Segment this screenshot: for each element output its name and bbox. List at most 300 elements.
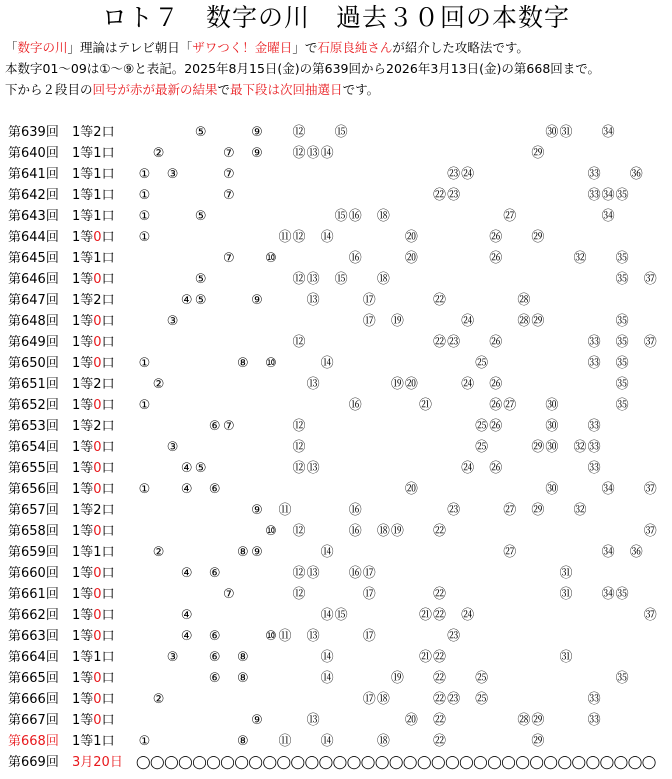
prize-suffix: 口	[101, 209, 115, 224]
prize-prefix: 1等	[72, 125, 94, 140]
drawn-number: ⑨	[251, 503, 262, 518]
first-prize-count	[72, 500, 115, 521]
drawn-number: ㉙	[531, 440, 544, 455]
drawn-number: ㉟	[615, 671, 628, 686]
drawn-number: ⑮	[334, 209, 347, 224]
drawn-number: ⑳	[404, 713, 417, 728]
drawn-number: ㉞	[601, 125, 614, 140]
drawn-number: ㉗	[503, 209, 516, 224]
drawn-number: ㉒	[433, 650, 446, 665]
prize-count: 0	[93, 524, 102, 539]
draw-number-label: 第640回	[8, 146, 59, 161]
intro-text: が紹介した攻略法です。	[392, 40, 529, 55]
drawn-number: ㉖	[489, 335, 502, 350]
prize-prefix: 1等	[72, 419, 94, 434]
drawn-number: ⑪	[278, 629, 291, 644]
drawn-number: ㉚	[545, 482, 558, 497]
drawn-number: ⑬	[306, 272, 319, 287]
draw-row	[0, 458, 672, 479]
drawn-number: ㉒	[433, 734, 446, 749]
draw-number-label: 第665回	[8, 671, 59, 686]
drawn-number: ㉒	[433, 293, 446, 308]
draw-row	[0, 185, 672, 206]
prize-count: 2	[93, 503, 102, 518]
drawn-number: ㉑	[418, 608, 431, 623]
drawn-number: ⑫	[292, 419, 305, 434]
drawn-number: ㉖	[489, 230, 502, 245]
drawn-number: ⑲	[390, 671, 403, 686]
first-prize-count	[72, 164, 115, 185]
drawn-number: ㉜	[573, 251, 586, 266]
prize-suffix: 口	[101, 188, 115, 203]
drawn-number: ⑦	[222, 587, 234, 602]
drawn-number: ⑦	[222, 146, 234, 161]
prize-suffix: 口	[101, 335, 115, 350]
drawn-number: ㉔	[461, 167, 474, 182]
draw-row	[0, 668, 672, 689]
prize-suffix: 口	[101, 461, 115, 476]
drawn-number: ③	[166, 440, 178, 455]
drawn-number: ⑥	[208, 419, 220, 434]
drawn-number: ⑥	[208, 650, 220, 665]
drawn-number: ⑲	[390, 377, 403, 392]
draw-number-label: 第661回	[8, 587, 59, 602]
first-prize-count	[72, 731, 115, 752]
drawn-number: ㉛	[559, 566, 572, 581]
prize-suffix: 口	[101, 713, 115, 728]
drawn-number: ⑫	[292, 461, 305, 476]
draw-row	[0, 626, 672, 647]
drawn-number: ①	[138, 230, 150, 245]
prize-count: 2	[93, 125, 102, 140]
drawn-number: ③	[166, 167, 178, 182]
drawn-number: ㊲	[643, 524, 656, 539]
prize-suffix: 口	[101, 251, 115, 266]
drawn-number: ⑫	[292, 335, 305, 350]
highlight-text: 数字の川	[17, 40, 68, 55]
drawn-number: ⑤	[194, 461, 206, 476]
drawn-number: ㉕	[475, 440, 488, 455]
drawn-number: ⑤	[194, 272, 206, 287]
drawn-number: ㉟	[615, 188, 628, 203]
prize-count: 0	[93, 461, 102, 476]
drawn-number: ②	[152, 377, 164, 392]
drawn-number: ⑳	[404, 482, 417, 497]
prize-suffix: 口	[101, 608, 115, 623]
drawn-number: ②	[152, 146, 164, 161]
prize-prefix: 1等	[72, 188, 94, 203]
drawn-number: ⑪	[278, 230, 291, 245]
draw-number-label: 第646回	[8, 272, 59, 287]
prize-count: 0	[93, 713, 102, 728]
drawn-number: ⑬	[306, 629, 319, 644]
draw-number-label: 第641回	[8, 167, 59, 182]
drawn-number: ⑦	[222, 167, 234, 182]
prize-count: 0	[93, 608, 102, 623]
prize-prefix: 1等	[72, 293, 94, 308]
drawn-number: ⑤	[194, 125, 206, 140]
drawn-number: ⑨	[251, 293, 262, 308]
page-title: ロト７ 数字の川 過去３０回の本数字	[101, 3, 570, 32]
draw-row	[0, 353, 672, 374]
drawn-number: ④	[180, 461, 192, 476]
highlight-text: ザワつく！金曜日	[192, 40, 293, 55]
highlight-text: 石原良純さん	[317, 40, 393, 55]
draw-row	[0, 122, 672, 143]
prize-prefix: 1等	[72, 398, 94, 413]
drawn-number: ⑩	[265, 251, 276, 266]
prize-prefix: 1等	[72, 377, 94, 392]
draw-number-label: 第664回	[8, 650, 59, 665]
drawn-number: ㉒	[433, 188, 446, 203]
highlight-text: 回号が赤が最新の結果	[92, 82, 218, 97]
prize-suffix: 口	[101, 314, 115, 329]
drawn-number: ㉞	[601, 587, 614, 602]
prize-count: 2	[93, 419, 102, 434]
prize-suffix: 口	[101, 230, 115, 245]
next-draw-row	[0, 752, 672, 773]
draw-number-label: 第666回	[8, 692, 59, 707]
drawn-number: ㉗	[503, 398, 516, 413]
draw-number-label: 第668回	[8, 734, 59, 749]
prize-prefix: 1等	[72, 167, 94, 182]
drawn-number: ㉝	[587, 188, 600, 203]
intro-text: 」理論はテレビ朝日「	[67, 40, 193, 55]
drawn-number: ①	[138, 167, 150, 182]
drawn-number: ⑭	[320, 356, 333, 371]
prize-suffix: 口	[101, 524, 115, 539]
prize-suffix: 口	[101, 650, 115, 665]
first-prize-count	[72, 605, 115, 626]
prize-count: 1	[93, 734, 102, 749]
drawn-number: ⑦	[222, 251, 234, 266]
drawn-number: ㉛	[559, 650, 572, 665]
prize-count: 0	[93, 314, 102, 329]
prize-count: 0	[93, 398, 102, 413]
prize-prefix: 1等	[72, 671, 94, 686]
first-prize-count	[72, 563, 115, 584]
draw-row	[0, 731, 672, 752]
intro-text: 本数字01～09は①～⑨と表記。2025年8月15日(金)の第639回から2026年3月13日(金)の第668回まで。	[5, 61, 601, 76]
drawn-number: ㉞	[601, 188, 614, 203]
drawn-number: ⑦	[222, 419, 234, 434]
next-draw-date: 3月20日	[72, 755, 123, 770]
drawn-number: ⑥	[208, 482, 220, 497]
prize-prefix: 1等	[72, 629, 94, 644]
prize-prefix: 1等	[72, 713, 94, 728]
drawn-number: ㉖	[489, 419, 502, 434]
prize-count: 0	[93, 566, 102, 581]
draw-row	[0, 269, 672, 290]
first-prize-count	[72, 311, 115, 332]
prize-prefix: 1等	[72, 503, 94, 518]
drawn-number: ⑳	[404, 377, 417, 392]
intro-text: 「	[5, 40, 18, 55]
drawn-number: ⑩	[265, 524, 276, 539]
drawn-number: ⑱	[376, 692, 389, 707]
prize-suffix: 口	[101, 293, 115, 308]
prize-suffix: 口	[101, 377, 115, 392]
blank-number-circles: ◯◯◯◯◯◯◯◯◯◯◯◯◯◯◯◯◯◯◯◯◯◯◯◯◯◯◯◯◯◯◯◯◯◯◯◯◯	[136, 755, 656, 770]
prize-prefix: 1等	[72, 251, 94, 266]
draw-number-label: 第647回	[8, 293, 59, 308]
prize-suffix: 口	[101, 734, 115, 749]
drawn-number: ④	[180, 293, 192, 308]
drawn-number: ⑩	[265, 356, 276, 371]
drawn-number: ㉒	[433, 335, 446, 350]
prize-suffix: 口	[101, 545, 115, 560]
prize-count: 0	[93, 335, 102, 350]
first-prize-count	[72, 626, 115, 647]
prize-prefix: 1等	[72, 587, 94, 602]
drawn-number: ⑧	[237, 545, 248, 560]
drawn-number: ⑬	[306, 713, 319, 728]
draw-row	[0, 311, 672, 332]
intro-text: 下から２段目の	[5, 82, 93, 97]
drawn-number: ⑰	[362, 629, 375, 644]
drawn-number: ㉝	[587, 167, 600, 182]
prize-count: 1	[93, 209, 102, 224]
drawn-number: ⑧	[237, 671, 248, 686]
draw-row	[0, 647, 672, 668]
drawn-number: ⑤	[194, 293, 206, 308]
drawn-number: ⑯	[348, 524, 361, 539]
drawn-number: ㉞	[601, 545, 614, 560]
draw-row	[0, 227, 672, 248]
drawn-number: ⑱	[376, 272, 389, 287]
drawn-number: ⑰	[362, 314, 375, 329]
drawn-number: ㉔	[461, 377, 474, 392]
drawn-number: ㉚	[545, 419, 558, 434]
drawn-number: ④	[180, 629, 192, 644]
prize-count: 1	[93, 545, 102, 560]
first-prize-count	[72, 227, 115, 248]
prize-suffix: 口	[101, 692, 115, 707]
draw-row	[0, 605, 672, 626]
drawn-number: ①	[138, 209, 150, 224]
prize-prefix: 1等	[72, 482, 94, 497]
prize-prefix: 1等	[72, 209, 94, 224]
drawn-number: ㉚	[545, 398, 558, 413]
drawn-number: ⑧	[237, 650, 248, 665]
drawn-number: ㉝	[587, 461, 600, 476]
first-prize-count	[72, 353, 115, 374]
drawn-number: ⑰	[362, 293, 375, 308]
drawn-number: ⑲	[390, 314, 403, 329]
prize-count: 0	[93, 482, 102, 497]
drawn-number: ㉜	[573, 503, 586, 518]
drawn-number: ⑭	[320, 734, 333, 749]
drawn-number: ⑥	[208, 629, 220, 644]
first-prize-count	[72, 269, 115, 290]
draw-number-label: 第658回	[8, 524, 59, 539]
drawn-number: ⑥	[208, 566, 220, 581]
drawn-number: ①	[138, 482, 150, 497]
intro-text: です。	[342, 82, 380, 97]
prize-prefix: 1等	[72, 146, 94, 161]
drawn-number: ㉝	[587, 440, 600, 455]
drawn-number: ⑯	[348, 398, 361, 413]
drawn-number: ㉟	[615, 272, 628, 287]
prize-prefix: 1等	[72, 524, 94, 539]
draw-row	[0, 374, 672, 395]
drawn-number: ㉖	[489, 251, 502, 266]
drawn-number: ⑧	[237, 356, 248, 371]
drawn-number: ㉞	[601, 482, 614, 497]
first-prize-count	[72, 437, 115, 458]
drawn-number: ⑫	[292, 146, 305, 161]
draw-number-label: 第642回	[8, 188, 59, 203]
drawn-number: ⑥	[208, 671, 220, 686]
drawn-number: ㉒	[433, 524, 446, 539]
draw-row	[0, 290, 672, 311]
drawn-number: ⑤	[194, 209, 206, 224]
drawn-number: ㉟	[615, 314, 628, 329]
draw-row	[0, 689, 672, 710]
draw-number-label: 第653回	[8, 419, 59, 434]
prize-count: 0	[93, 272, 102, 287]
prize-suffix: 口	[101, 272, 115, 287]
draw-number-label: 第649回	[8, 335, 59, 350]
draw-row	[0, 332, 672, 353]
first-prize-count	[72, 332, 115, 353]
draw-row	[0, 710, 672, 731]
drawn-number: ⑯	[348, 503, 361, 518]
draw-row	[0, 584, 672, 605]
prize-count: 1	[93, 251, 102, 266]
first-prize-count	[72, 479, 115, 500]
prize-suffix: 口	[101, 125, 115, 140]
drawn-number: ㊱	[629, 545, 642, 560]
prize-count: 1	[93, 188, 102, 203]
drawn-number: ①	[138, 734, 150, 749]
drawn-number: ㉔	[461, 314, 474, 329]
first-prize-count	[72, 647, 115, 668]
draw-row	[0, 563, 672, 584]
draw-number-label: 第655回	[8, 461, 59, 476]
drawn-number: ㉙	[531, 230, 544, 245]
drawn-number: ⑬	[306, 146, 319, 161]
drawn-number: ㉙	[531, 734, 544, 749]
prize-prefix: 1等	[72, 356, 94, 371]
draw-row	[0, 521, 672, 542]
drawn-number: ③	[166, 314, 178, 329]
drawn-number: ①	[138, 356, 150, 371]
drawn-number: ②	[152, 692, 164, 707]
drawn-number: ⑲	[390, 524, 403, 539]
draw-number-label: 第667回	[8, 713, 59, 728]
drawn-number: ㉙	[531, 146, 544, 161]
first-prize-count	[72, 689, 115, 710]
drawn-number: ㉒	[433, 671, 446, 686]
drawn-number: ⑱	[376, 209, 389, 224]
drawn-number: ㉟	[615, 335, 628, 350]
draw-row	[0, 164, 672, 185]
drawn-number: ⑨	[251, 146, 262, 161]
first-prize-count	[72, 521, 115, 542]
drawn-number: ㉒	[433, 587, 446, 602]
prize-count: 0	[93, 671, 102, 686]
draw-row	[0, 395, 672, 416]
drawn-number: ㉓	[447, 503, 460, 518]
drawn-number: ⑫	[292, 566, 305, 581]
drawn-number: ⑮	[334, 125, 347, 140]
drawn-number: ㉗	[503, 503, 516, 518]
drawn-number: ㉙	[531, 314, 544, 329]
drawn-number: ⑭	[320, 146, 333, 161]
prize-suffix: 口	[101, 503, 115, 518]
drawn-number: ㉟	[615, 398, 628, 413]
draw-row	[0, 500, 672, 521]
drawn-number: ⑯	[348, 209, 361, 224]
draw-row	[0, 416, 672, 437]
drawn-number: ㉓	[447, 692, 460, 707]
drawn-number: ⑨	[251, 125, 262, 140]
prize-suffix: 口	[101, 146, 115, 161]
drawn-number: ⑭	[320, 230, 333, 245]
drawn-number: ㉜	[573, 440, 586, 455]
drawn-number: ㉑	[418, 398, 431, 413]
prize-count: 0	[93, 230, 102, 245]
first-prize-count	[72, 248, 115, 269]
draw-number-label: 第648回	[8, 314, 59, 329]
prize-count: 0	[93, 629, 102, 644]
prize-suffix: 口	[101, 482, 115, 497]
drawn-number: ㉝	[587, 356, 600, 371]
drawn-number: ㉔	[461, 461, 474, 476]
drawn-number: ㉟	[615, 251, 628, 266]
draw-row	[0, 206, 672, 227]
drawn-number: ⑮	[334, 608, 347, 623]
drawn-number: ㉚	[545, 440, 558, 455]
draw-row	[0, 437, 672, 458]
drawn-number: ㉕	[475, 671, 488, 686]
draw-number-label: 第663回	[8, 629, 59, 644]
first-prize-count	[72, 668, 115, 689]
drawn-number: ㉙	[531, 503, 544, 518]
drawn-number: ⑯	[348, 251, 361, 266]
draw-number-label: 第639回	[8, 125, 59, 140]
first-prize-count	[72, 122, 115, 143]
first-prize-count	[72, 185, 115, 206]
first-prize-count	[72, 416, 115, 437]
drawn-number: ①	[138, 398, 150, 413]
first-prize-count	[72, 374, 115, 395]
drawn-number: ⑱	[376, 734, 389, 749]
drawn-number: ㉒	[433, 713, 446, 728]
prize-prefix: 1等	[72, 230, 94, 245]
drawn-number: ⑨	[251, 545, 262, 560]
drawn-number: ㉟	[615, 356, 628, 371]
prize-prefix: 1等	[72, 461, 94, 476]
highlight-text: 最下段は次回抽選日	[230, 82, 343, 97]
drawn-number: ⑳	[404, 251, 417, 266]
prize-prefix: 1等	[72, 608, 94, 623]
draw-number-label: 第657回	[8, 503, 59, 518]
prize-prefix: 1等	[72, 650, 94, 665]
prize-count: 0	[93, 356, 102, 371]
prize-suffix: 口	[101, 419, 115, 434]
drawn-number: ㉖	[489, 461, 502, 476]
drawn-number: ⑫	[292, 587, 305, 602]
prize-count: 1	[93, 167, 102, 182]
intro-text: で	[217, 82, 231, 97]
drawn-number: ㉑	[418, 650, 431, 665]
drawn-number: ㊲	[643, 608, 656, 623]
draw-number-label: 第643回	[8, 209, 59, 224]
first-prize-count	[72, 710, 115, 731]
prize-prefix: 1等	[72, 692, 94, 707]
